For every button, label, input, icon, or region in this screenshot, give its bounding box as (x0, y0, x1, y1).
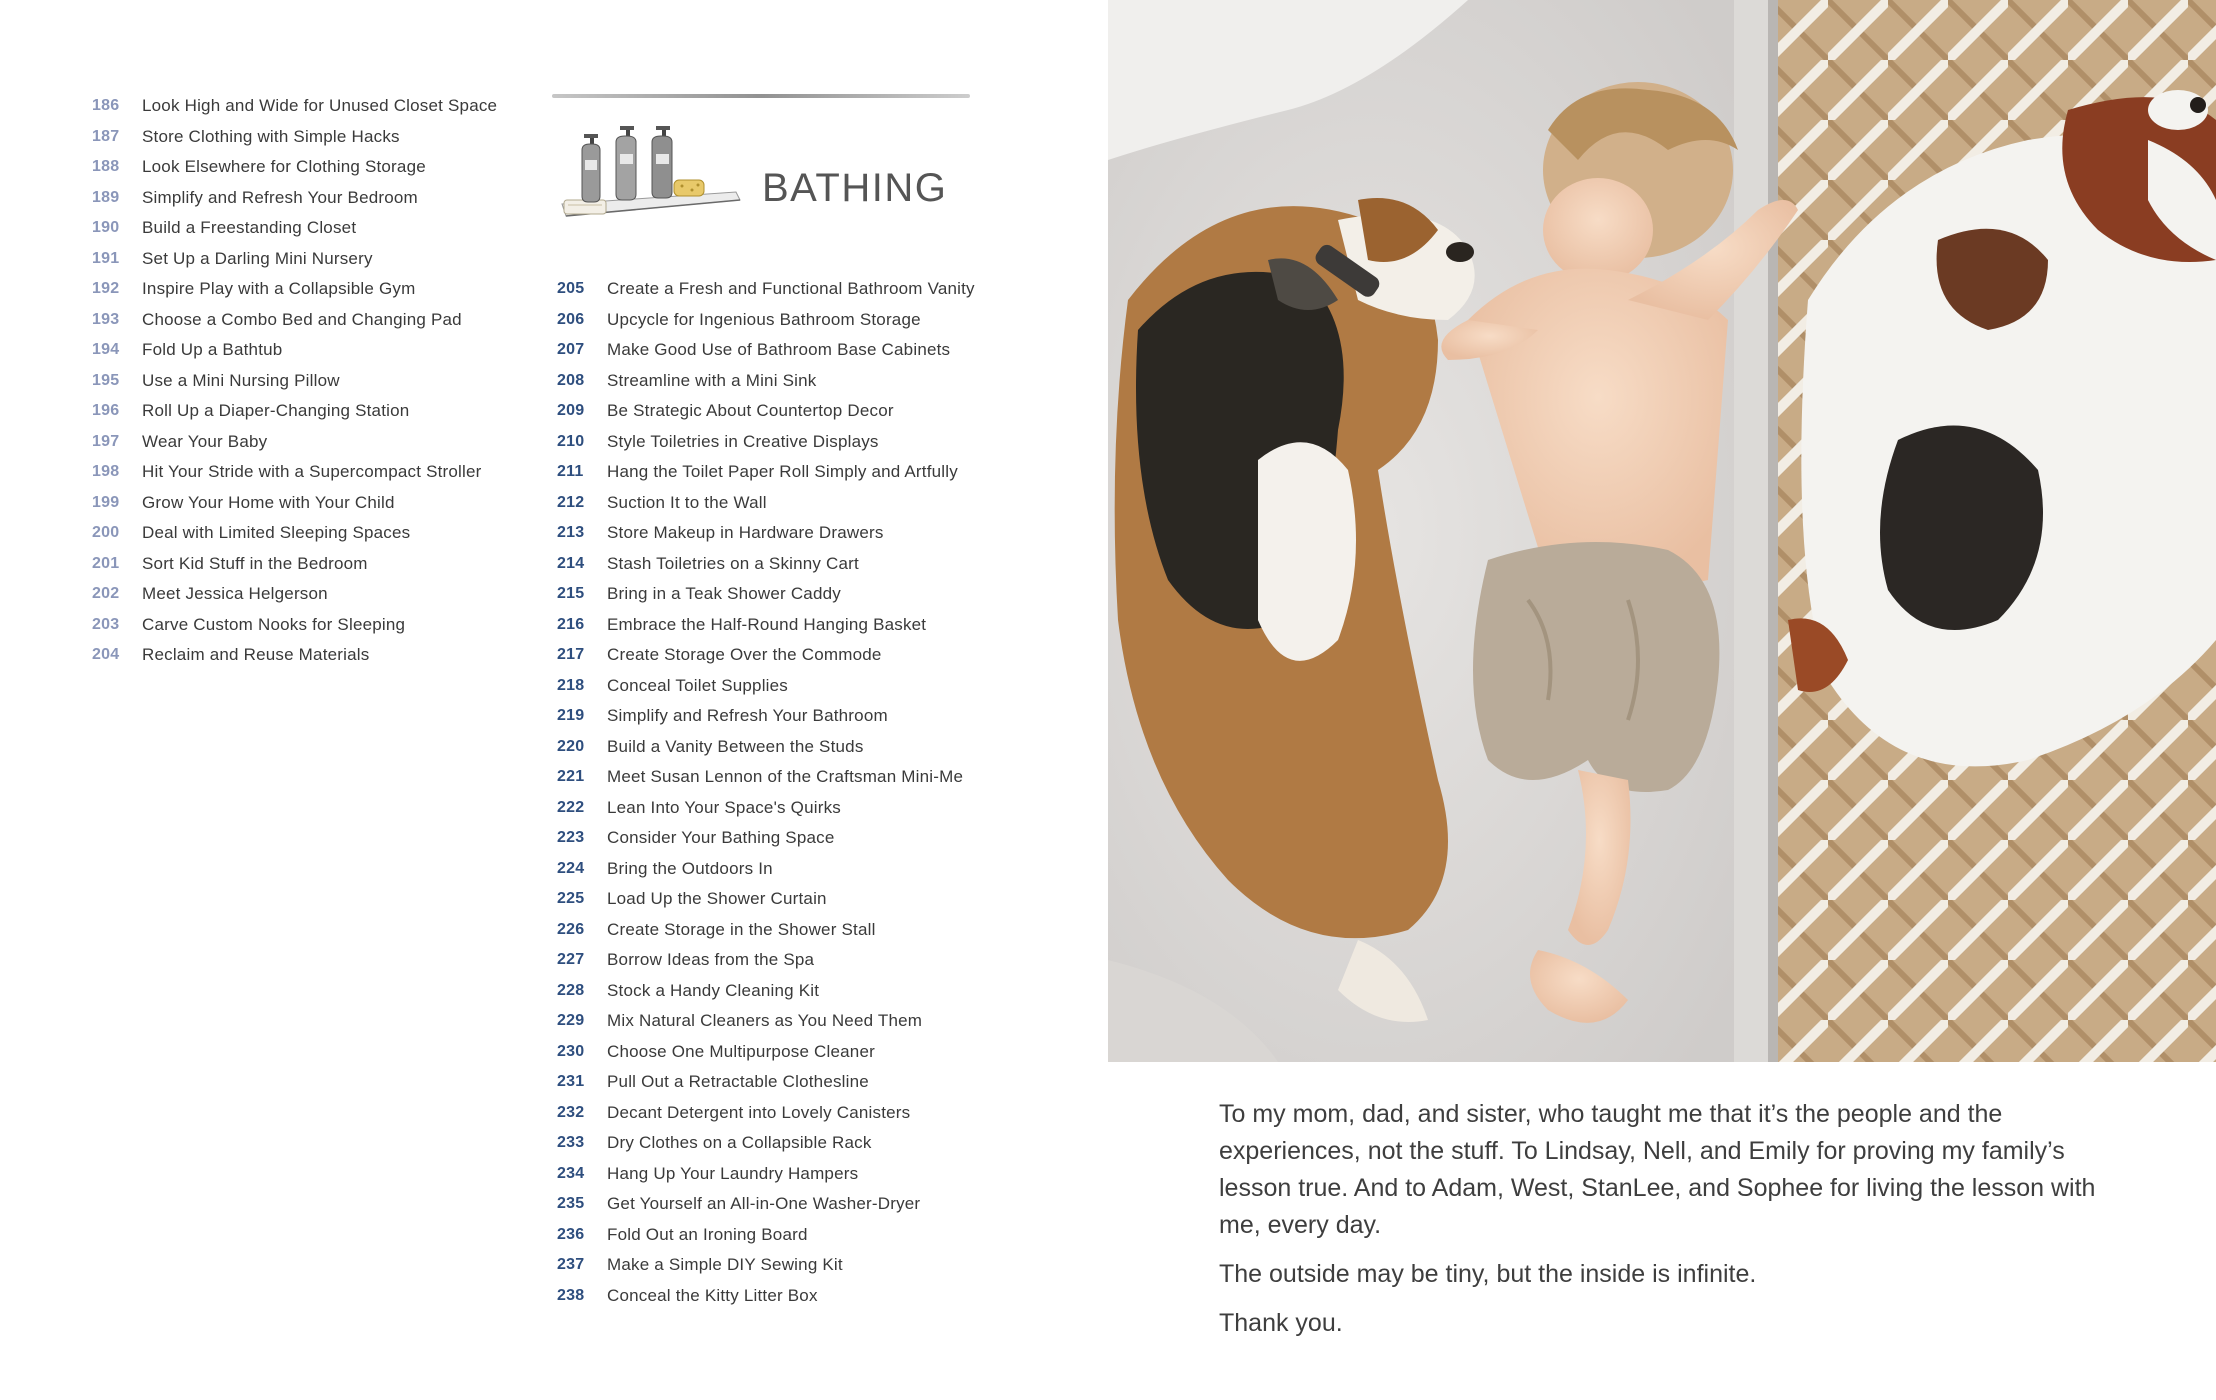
toc-page-number: 222 (557, 798, 585, 816)
toc-entry (557, 1283, 1017, 1308)
toc-list-2 (557, 276, 1017, 1308)
toc-entry (557, 276, 1017, 301)
toc-entry-title: Decant Detergent into Lovely Canisters (607, 1102, 911, 1122)
toc-entry (557, 612, 1017, 637)
toc-page-number: 197 (92, 432, 120, 450)
toc-page-number: 215 (557, 585, 585, 602)
toc-entry (92, 459, 532, 484)
toc-page-number: 212 (557, 493, 585, 511)
toc-entry-title: Set Up a Darling Mini Nursery (142, 248, 373, 268)
toc-entry (92, 307, 532, 332)
toc-entry (92, 520, 532, 545)
toc-page-number: 227 (557, 951, 585, 968)
toc-page-number: 230 (557, 1042, 585, 1060)
toc-entry-title: Create a Fresh and Functional Bathroom Vanity (607, 279, 975, 298)
toc-page-number: 203 (92, 615, 120, 633)
toc-entry-title: Grow Your Home with Your Child (142, 492, 395, 512)
toc-page-number: 228 (557, 981, 585, 999)
toc-page-number: 208 (557, 371, 585, 389)
toc-entry-title: Choose One Multipurpose Cleaner (607, 1041, 875, 1061)
toc-entry (92, 337, 532, 362)
toc-entry-title: Look Elsewhere for Clothing Storage (142, 157, 426, 176)
toc-entry (557, 978, 1017, 1003)
toc-entry-title: Upcycle for Ingenious Bathroom Storage (607, 309, 921, 329)
toc-entry-title: Lean Into Your Space's Quirks (607, 797, 841, 817)
toc-entry-title: Carve Custom Nooks for Sleeping (142, 614, 406, 634)
toc-entry-title: Meet Susan Lennon of the Craftsman Mini-Me (607, 767, 964, 786)
toc-page-number: 238 (557, 1286, 585, 1304)
toc-entry-title: Get Yourself an All-in-One Washer-Dryer (607, 1194, 921, 1213)
toc-page-number: 220 (557, 737, 585, 755)
toc-entry (557, 459, 1017, 484)
toc-page-number: 236 (557, 1225, 585, 1243)
toc-page-number: 233 (557, 1134, 585, 1151)
toc-entry (557, 886, 1017, 911)
toc-entry (92, 642, 532, 667)
toc-entry-title: Mix Natural Cleaners as You Need Them (607, 1011, 923, 1030)
toc-entry (92, 490, 532, 515)
toc-entry (92, 246, 532, 271)
toc-entry-title: Build a Vanity Between the Studs (607, 736, 864, 756)
toc-page-number: 199 (92, 493, 120, 511)
toc-entry (557, 764, 1017, 789)
toc-page-number: 186 (92, 97, 120, 114)
toc-entry (557, 642, 1017, 667)
toc-page-number: 200 (92, 524, 120, 541)
toc-entry-title: Style Toiletries in Creative Displays (607, 431, 879, 451)
toc-page-number: 196 (92, 402, 120, 419)
toc-page-number: 198 (92, 463, 120, 480)
toc-entry (557, 1222, 1017, 1247)
toc-entry-title: Inspire Play with a Collapsible Gym (142, 279, 416, 298)
toc-entry-title: Make a Simple DIY Sewing Kit (607, 1255, 843, 1274)
toc-entry (92, 612, 532, 637)
toc-entry-title: Conceal the Kitty Litter Box (607, 1285, 818, 1305)
bathing-section-header (552, 88, 972, 248)
toc-page-number: 201 (92, 554, 120, 572)
toc-page-number: 217 (557, 646, 585, 663)
toc-entry-title: Roll Up a Diaper-Changing Station (142, 401, 410, 420)
dedication-thanks: Thank you. (1219, 1309, 1343, 1337)
toc-entry (557, 917, 1017, 942)
toc-entry-title: Suction It to the Wall (607, 492, 767, 512)
toc-entry (557, 1252, 1017, 1277)
toc-page-number: 219 (557, 707, 585, 724)
toc-entry-title: Reclaim and Reuse Materials (142, 645, 370, 664)
toc-entry-title: Make Good Use of Bathroom Base Cabinets (607, 340, 951, 359)
toc-entry-title: Bring the Outdoors In (607, 858, 773, 878)
toc-entry-title: Stash Toiletries on a Skinny Cart (607, 553, 859, 573)
toc-entry (557, 795, 1017, 820)
toc-entry-title: Embrace the Half-Round Hanging Basket (607, 614, 927, 634)
toc-page-number: 237 (557, 1256, 585, 1273)
toc-entry-title: Be Strategic About Countertop Decor (607, 401, 894, 420)
toc-entry (557, 856, 1017, 881)
toc-entry (557, 734, 1017, 759)
toc-entry (557, 1008, 1017, 1033)
toc-entry-title: Wear Your Baby (142, 431, 268, 451)
toc-page-number: 209 (557, 402, 585, 419)
toc-entry (92, 581, 532, 606)
toc-entry-title: Choose a Combo Bed and Changing Pad (142, 309, 462, 329)
toc-entry-title: Deal with Limited Sleeping Spaces (142, 523, 411, 542)
toc-page-number: 229 (557, 1012, 585, 1029)
dog-and-child-photo (1108, 0, 2216, 1062)
toc-entry (557, 703, 1017, 728)
toc-entry-title: Fold Out an Ironing Board (607, 1224, 808, 1244)
toc-entry (557, 337, 1017, 362)
toc-entry (557, 1069, 1017, 1094)
toc-entry-title: Fold Up a Bathtub (142, 340, 283, 359)
toc-entry-title: Create Storage in the Shower Stall (607, 919, 876, 939)
toc-page-number: 207 (557, 341, 585, 358)
toc-entry-title: Streamline with a Mini Sink (607, 370, 817, 390)
toc-page-number: 191 (92, 249, 120, 267)
toc-entry (557, 1039, 1017, 1064)
toc-page-number: 195 (92, 371, 120, 389)
toc-entry-title: Hit Your Stride with a Supercompact Stroller (142, 462, 482, 481)
toc-page-number: 226 (557, 920, 585, 938)
toc-page-number: 225 (557, 890, 585, 907)
toc-entry-title: Look High and Wide for Unused Closet Space (142, 96, 498, 115)
toc-entry (557, 1191, 1017, 1216)
toc-page-number: 206 (557, 310, 585, 328)
toc-entry-title: Hang the Toilet Paper Roll Simply and Artfully (607, 462, 958, 481)
section-title: BATHING (762, 166, 948, 210)
toc-entry (92, 368, 532, 393)
toc-entry (557, 520, 1017, 545)
toc-entry-title: Stock a Handy Cleaning Kit (607, 980, 820, 1000)
toc-entry (557, 581, 1017, 606)
toc-entry (557, 1100, 1017, 1125)
toc-entry (557, 398, 1017, 423)
toc-page-number: 202 (92, 585, 120, 602)
toc-column-2 (557, 276, 1017, 1313)
section-rule (552, 94, 970, 98)
toc-page-number: 223 (557, 829, 585, 846)
toc-entry (557, 551, 1017, 576)
toc-entry (557, 1161, 1017, 1186)
toc-page-number: 187 (92, 127, 120, 145)
toc-page-number: 235 (557, 1195, 585, 1212)
toc-entry-title: Bring in a Teak Shower Caddy (607, 584, 841, 603)
toc-entry-title: Consider Your Bathing Space (607, 828, 835, 847)
toc-page-number: 234 (557, 1164, 585, 1182)
toc-entry-title: Conceal Toilet Supplies (607, 675, 789, 695)
toc-entry-title: Build a Freestanding Closet (142, 218, 357, 237)
toc-page-number: 218 (557, 676, 585, 694)
toc-entry-title: Store Makeup in Hardware Drawers (607, 523, 884, 542)
dedication-paragraph: To my mom, dad, and sister, who taught me that it’s the people and the experiences, not the stuff. To Lindsay, Nell, and Emily for proving my family’s lesson true. And to Adam, West, StanLee, and Sophee for living the lesson with me, every day. (1219, 1100, 2096, 1239)
toc-entry-title: Create Storage Over the Commode (607, 645, 882, 664)
toc-page-number: 204 (92, 646, 120, 663)
toc-entry-title: Sort Kid Stuff in the Bedroom (142, 553, 368, 573)
toc-page-number: 192 (92, 280, 120, 297)
toc-entry (557, 307, 1017, 332)
toc-page-number: 190 (92, 219, 120, 236)
toc-page-number: 210 (557, 432, 585, 450)
toc-entry-title: Use a Mini Nursing Pillow (142, 370, 340, 390)
toc-entry-title: Meet Jessica Helgerson (142, 584, 328, 603)
toc-page-number: 213 (557, 524, 585, 541)
toc-entry-title: Hang Up Your Laundry Hampers (607, 1163, 859, 1183)
toc-page-number: 231 (557, 1073, 585, 1090)
toc-page-number: 232 (557, 1103, 585, 1121)
toc-entry (557, 429, 1017, 454)
toc-page-number: 205 (557, 280, 585, 297)
toc-page-number: 211 (557, 463, 584, 480)
toc-entry (557, 673, 1017, 698)
toc-entry (92, 93, 532, 118)
toc-entry-title: Store Clothing with Simple Hacks (142, 126, 400, 146)
toc-entry (92, 551, 532, 576)
dedication-tagline: The outside may be tiny, but the inside is infinite. (1219, 1260, 1757, 1288)
toc-entry (557, 825, 1017, 850)
toc-page-number: 189 (92, 188, 120, 206)
toc-page-number: 188 (92, 158, 120, 175)
toc-entry (557, 947, 1017, 972)
toc-entry (92, 215, 532, 240)
toc-entry (92, 154, 532, 179)
toc-entry (557, 368, 1017, 393)
toc-page-number: 194 (92, 341, 120, 358)
toc-page-number: 221 (557, 768, 585, 785)
toc-list-1 (92, 93, 532, 667)
toc-column-1 (92, 93, 532, 673)
toc-page-number: 193 (92, 310, 120, 328)
toc-entry-title: Borrow Ideas from the Spa (607, 950, 815, 969)
toc-page-number: 224 (557, 859, 585, 877)
toc-entry (557, 490, 1017, 515)
toc-entry-title: Simplify and Refresh Your Bathroom (607, 706, 888, 725)
toc-entry (92, 429, 532, 454)
toc-entry (92, 185, 532, 210)
toc-entry (92, 276, 532, 301)
toc-entry (92, 398, 532, 423)
toc-entry (557, 1130, 1017, 1155)
dedication (1219, 1096, 2129, 1354)
toc-entry (92, 124, 532, 149)
toc-entry-title: Pull Out a Retractable Clothesline (607, 1072, 869, 1091)
toc-entry-title: Simplify and Refresh Your Bedroom (142, 187, 418, 207)
toc-page-number: 214 (557, 554, 585, 572)
toc-entry-title: Load Up the Shower Curtain (607, 889, 827, 908)
soap-dispensers-illustration (554, 108, 754, 248)
toc-page-number: 216 (557, 615, 585, 633)
toc-entry-title: Dry Clothes on a Collapsible Rack (607, 1133, 872, 1152)
